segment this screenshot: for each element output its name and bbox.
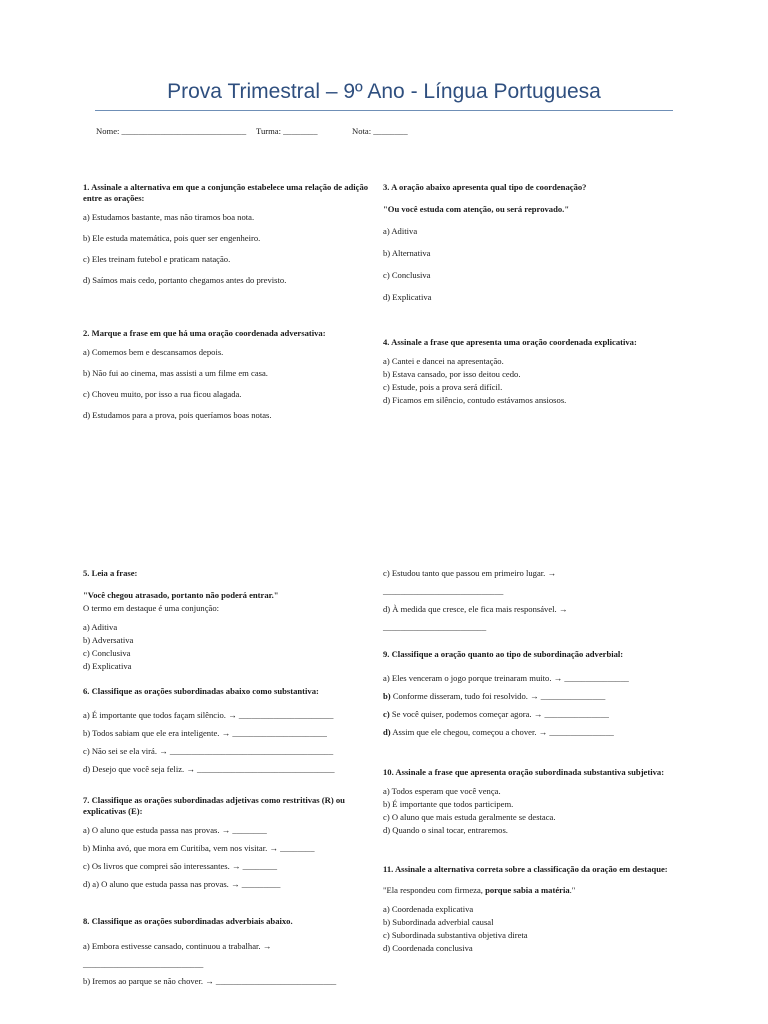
- question-9: [383, 645, 679, 738]
- question-9-item-c-text[interactable]: Se você quiser, podemos começar agora. → _______________: [391, 709, 609, 719]
- question-4-option-c[interactable]: c) Estude, pois a prova será difícil.: [383, 382, 503, 392]
- question-9-text: 9. Classifique a oração quanto ao tipo de subordinação adverbial:: [383, 649, 624, 659]
- question-1-option-b[interactable]: b) Ele estuda matemática, pois quer ser engenheiro.: [83, 233, 261, 243]
- question-7: [83, 795, 379, 890]
- question-5-quote: "Você chegou atrasado, portanto não poderá entrar.": [83, 590, 279, 600]
- question-3-text: 3. A oração abaixo apresenta qual tipo de coordenação?: [383, 182, 587, 192]
- question-7-item-d[interactable]: d) a) O aluno que estuda passa nas provas. → _________: [83, 879, 281, 889]
- question-6-item-c[interactable]: c) Não sei se ela virá. → ______________________________________: [83, 746, 334, 756]
- question-7-item-b[interactable]: b) Minha avó, que mora em Curitiba, vem nos visitar. → ________: [83, 843, 315, 853]
- question-8-item-b[interactable]: b) Iremos ao parque se não chover. → ____________________________: [83, 976, 337, 986]
- question-11-quote: [383, 885, 679, 896]
- question-8-item-d-line[interactable]: ________________________: [383, 622, 487, 632]
- question-8-item-a[interactable]: a) Embora estivesse cansado, continuou a trabalhar. →: [83, 941, 272, 951]
- question-9-item-b: [383, 691, 679, 702]
- question-11-quote-end: .": [569, 885, 576, 895]
- question-10-option-a[interactable]: a) Todos esperam que você vença.: [383, 786, 501, 796]
- question-10: [383, 767, 679, 836]
- question-10-option-d[interactable]: d) Quando o sinal tocar, entraremos.: [383, 825, 508, 835]
- question-11-option-b[interactable]: b) Subordinada adverbial causal: [383, 917, 494, 927]
- question-5-option-b[interactable]: b) Adversativa: [83, 635, 134, 645]
- question-4-option-a[interactable]: a) Cantei e dancei na apresentação.: [383, 356, 504, 366]
- question-5-option-c[interactable]: c) Conclusiva: [83, 648, 131, 658]
- question-8-item-d[interactable]: d) À medida que cresce, ele fica mais responsável. →: [383, 604, 568, 614]
- question-8-item-c-line[interactable]: ____________________________: [383, 586, 504, 596]
- question-2-option-c[interactable]: c) Choveu muito, por isso a rua ficou alagada.: [83, 389, 242, 399]
- question-7-text: 7. Classifique as orações subordinadas adjetivas como restritivas (R) ou explicativas (E):: [83, 795, 345, 816]
- question-2-option-b[interactable]: b) Não fui ao cinema, mas assisti a um filme em casa.: [83, 368, 268, 378]
- question-3-option-c[interactable]: c) Conclusiva: [383, 270, 431, 280]
- question-6-item-a[interactable]: a) É importante que todos façam silêncio. → ______________________: [83, 710, 334, 720]
- question-8-item-c[interactable]: c) Estudou tanto que passou em primeiro lugar. →: [383, 568, 557, 578]
- title-divider: [95, 110, 673, 111]
- question-2-option-d[interactable]: d) Estudamos para a prova, pois queríamos boas notas.: [83, 410, 272, 420]
- grade-field[interactable]: Nota: ________: [352, 126, 408, 136]
- question-3-option-d[interactable]: d) Explicativa: [383, 292, 432, 302]
- question-11-option-d[interactable]: d) Coordenada conclusiva: [383, 943, 473, 953]
- question-6-item-d[interactable]: d) Desejo que você seja feliz. → ________________________________: [83, 764, 335, 774]
- question-5: [83, 568, 379, 672]
- question-9-item-d-label: d): [383, 727, 391, 737]
- question-5-option-d[interactable]: d) Explicativa: [83, 661, 132, 671]
- question-9-item-a[interactable]: a) Eles venceram o jogo porque treinaram muito. → _______________: [383, 673, 629, 683]
- question-8: [83, 916, 379, 987]
- question-5-text: 5. Leia a frase:: [83, 568, 138, 578]
- question-3-option-b[interactable]: b) Alternativa: [383, 248, 431, 258]
- name-field[interactable]: Nome: _____________________________: [96, 126, 247, 136]
- question-9-item-b-text[interactable]: Conforme disseram, tudo foi resolvido. → _______________: [392, 691, 606, 701]
- question-8-continued: [383, 568, 679, 633]
- question-11-quote-highlight: porque sabia a matéria: [485, 885, 570, 895]
- question-7-item-c[interactable]: c) Os livros que comprei são interessantes. → ________: [83, 861, 278, 871]
- question-6-text: 6. Classifique as orações subordinadas abaixo como substantiva:: [83, 686, 319, 696]
- question-5-prompt: O termo em destaque é uma conjunção:: [83, 603, 220, 613]
- question-1-text: 1. Assinale a alternativa em que a conjunção estabelece uma relação de adição entre as orações:: [83, 182, 369, 203]
- question-10-option-b[interactable]: b) É importante que todos participem.: [383, 799, 514, 809]
- question-2-option-a[interactable]: a) Comemos bem e descansamos depois.: [83, 347, 224, 357]
- question-1: [83, 182, 379, 286]
- question-6-item-b[interactable]: b) Todos sabiam que ele era inteligente. → ______________________: [83, 728, 327, 738]
- class-field[interactable]: Turma: ________: [256, 126, 318, 136]
- question-3: [383, 182, 679, 303]
- question-10-text: 10. Assinale a frase que apresenta oração subordinada substantiva subjetiva:: [383, 767, 665, 777]
- question-4-text: 4. Assinale a frase que apresenta uma oração coordenada explicativa:: [383, 337, 637, 347]
- question-3-quote: "Ou você estuda com atenção, ou será reprovado.": [383, 204, 570, 214]
- question-10-option-c[interactable]: c) O aluno que mais estuda geralmente se destaca.: [383, 812, 556, 822]
- question-9-item-d-text[interactable]: Assim que ele chegou, começou a chover. → _______________: [392, 727, 614, 737]
- question-11-text: 11. Assinale a alternativa correta sobre a classificação da oração em destaque:: [383, 864, 668, 874]
- page-title: Prova Trimestral – 9º Ano - Língua Portuguesa: [167, 80, 601, 103]
- question-9-item-d: [383, 727, 679, 738]
- question-4-option-d[interactable]: d) Ficamos em silêncio, contudo estávamos ansiosos.: [383, 395, 567, 405]
- question-9-item-b-label: b): [383, 691, 391, 701]
- question-11-quote-start: "Ela respondeu com firmeza,: [383, 885, 486, 895]
- question-4-option-b[interactable]: b) Estava cansado, por isso deitou cedo.: [383, 369, 521, 379]
- question-7-item-a[interactable]: a) O aluno que estuda passa nas provas. → ________: [83, 825, 267, 835]
- question-8-text: 8. Classifique as orações subordinadas adverbiais abaixo.: [83, 916, 293, 926]
- question-3-option-a[interactable]: a) Aditiva: [383, 226, 418, 236]
- question-4: [383, 337, 679, 406]
- question-11-option-a[interactable]: a) Coordenada explicativa: [383, 904, 474, 914]
- question-6: [83, 686, 379, 775]
- question-9-item-c: [383, 709, 679, 720]
- question-2: [83, 328, 379, 421]
- question-1-option-a[interactable]: a) Estudamos bastante, mas não tiramos boa nota.: [83, 212, 255, 222]
- question-2-text: 2. Marque a frase em que há uma oração coordenada adversativa:: [83, 328, 326, 338]
- question-11-option-c[interactable]: c) Subordinada substantiva objetiva direta: [383, 930, 528, 940]
- question-1-option-d[interactable]: d) Saímos mais cedo, portanto chegamos antes do previsto.: [83, 275, 287, 285]
- question-8-item-a-line[interactable]: ____________________________: [83, 959, 204, 969]
- question-5-option-a[interactable]: a) Aditiva: [83, 622, 118, 632]
- question-9-item-c-label: c): [383, 709, 390, 719]
- question-1-option-c[interactable]: c) Eles treinam futebol e praticam natação.: [83, 254, 231, 264]
- question-11: [383, 864, 679, 954]
